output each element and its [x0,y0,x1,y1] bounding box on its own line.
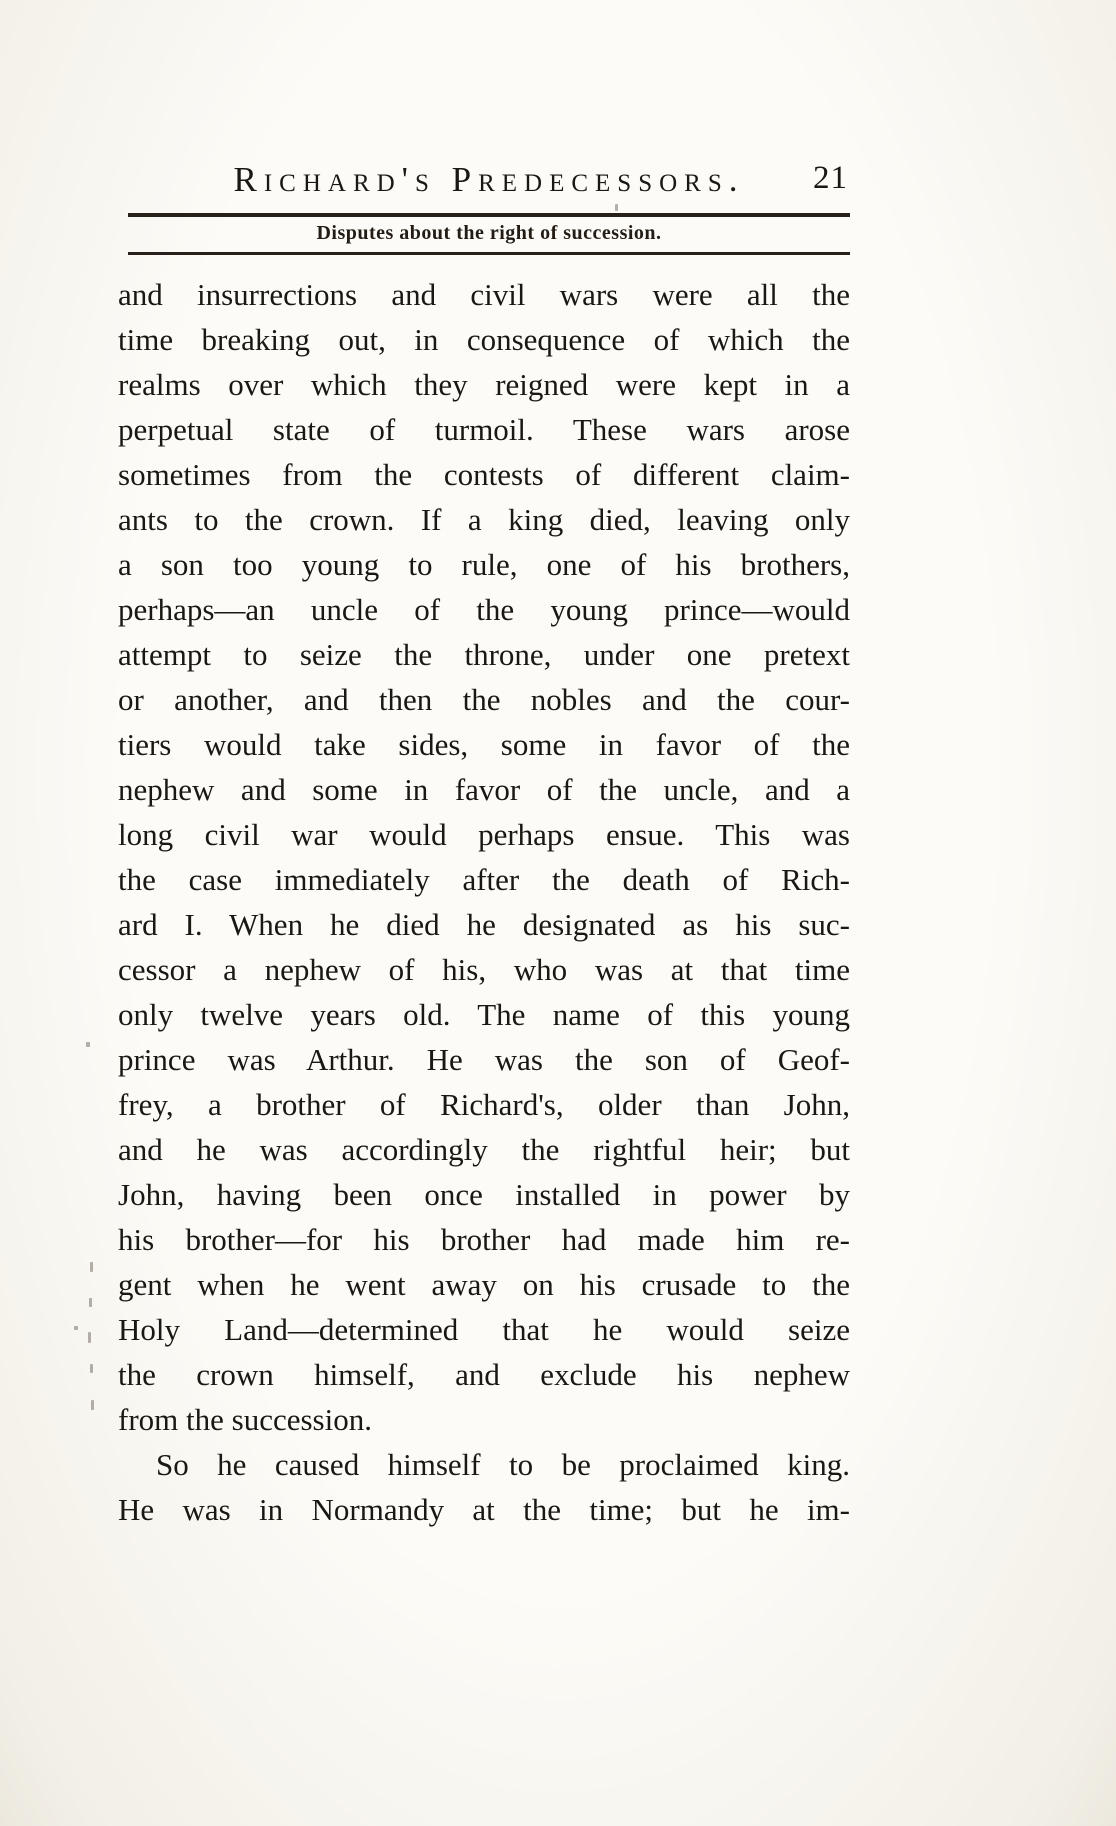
page-header [128,160,850,206]
text-line: or another, and then the nobles and the cour- [118,682,850,717]
text-line: So he caused himself to be proclaimed king. [156,1447,850,1482]
scan-artifact-mark [90,1364,93,1373]
scan-artifact-mark [90,1262,93,1272]
scan-artifact-mark [91,1400,94,1410]
scan-artifact-mark [74,1326,78,1330]
running-head-title: Richard's Predecessors. [233,160,745,199]
text-line: gent when he went away on his crusade to the [118,1267,850,1302]
text-line: realms over which they reigned were kept in a [118,367,850,402]
text-line: the crown himself, and exclude his nephew [118,1357,850,1392]
text-line: frey, a brother of Richard's, older than John, [118,1087,850,1122]
text-line: a son too young to rule, one of his brothers, [118,547,850,582]
scan-artifact-mark [86,1042,90,1047]
text-line: sometimes from the contests of different claim- [118,457,850,492]
section-subtitle: Disputes about the right of succession. [316,222,662,244]
text-line: long civil war would perhaps ensue. This was [118,817,850,852]
text-line: and insurrections and civil wars were all the [118,277,850,312]
text-line: ants to the crown. If a king died, leaving only [118,502,850,537]
page-number: 21 [813,160,848,196]
text-line: He was in Normandy at the time; but he im- [118,1492,850,1527]
header-rule [128,213,850,217]
text-line: ard I. When he died he designated as his suc- [118,907,850,942]
scan-artifact-mark [89,1298,92,1307]
body-text [118,272,850,1532]
text-line: his brother—for his brother had made him re- [118,1222,850,1257]
text-line: perhaps—an uncle of the young prince—would [118,592,850,627]
text-line: attempt to seize the throne, under one pretext [118,637,850,672]
text-line: perpetual state of turmoil. These wars arose [118,412,850,447]
scan-artifact-mark [88,1332,91,1343]
text-line: the case immediately after the death of Rich- [118,862,850,897]
text-line: time breaking out, in consequence of which the [118,322,850,357]
text-line: cessor a nephew of his, who was at that time [118,952,850,987]
text-line: from the succession. [118,1402,372,1437]
text-line: and he was accordingly the rightful heir; but [118,1132,850,1167]
text-line: Holy Land—determined that he would seize [118,1312,850,1347]
subtitle-rule [128,252,850,255]
text-line: tiers would take sides, some in favor of the [118,727,850,762]
text-line: only twelve years old. The name of this young [118,997,850,1032]
text-line: John, having been once installed in power by [118,1177,850,1212]
text-line: nephew and some in favor of the uncle, and a [118,772,850,807]
text-line: prince was Arthur. He was the son of Geof- [118,1042,850,1077]
scan-artifact-mark [615,204,618,211]
